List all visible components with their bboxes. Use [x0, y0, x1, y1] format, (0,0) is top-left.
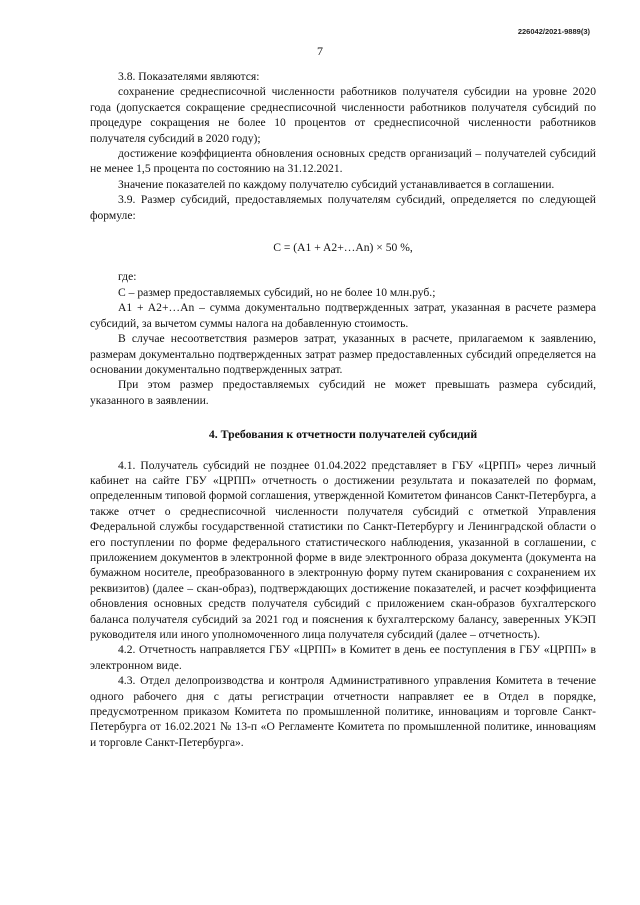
paragraph-4-3: 4.3. Отдел делопроизводства и контроля Административного управления Комитета в течение одного рабочего дня с даты регистрации отчетности направляет ее в Отдел в порядке, предусмотренном приказом Комитета по промышленной политике, инновациям и торговле Санкт-Петербурга от 16.02.2021 № 13-п «О Регламенте Комитета по промышленной политике, инновациям и торговле Санкт-Петербурга». — [90, 674, 596, 749]
definition-a: A1 + A2+…An – сумма документально подтвержденных затрат, указанная в расчете размера субсидий, за вычетом суммы налога на добавленную стоимость. — [90, 301, 596, 330]
paragraph-4-1: 4.1. Получатель субсидий не позднее 01.04.2022 представляет в ГБУ «ЦРПП» через личный кабинет на сайте ГБУ «ЦРПП» отчетность о достижении результата и показателей по формам, определенным типовой формой соглашения, утвержденной Комитетом финансов Санкт-Петербурга, а также отчет о среднесписочной численности получателя субсидий с отметкой Управления Федеральной службы государственной статистики по Санкт-Петербургу и Ленинградской области о его поступлении по форме федерального статистического наблюдения, указанной в соглашении, с приложением документов в электронной форме в виде электронного образа документа (документа на бумажном носителе, преобразованного в электронную форму путем сканирования с сохранением их реквизитов) (далее – скан-образ), подтверждающих достижение показателей, и расчет коэффициента обновления основных средств получателя субсидий с приложением скан-образов бухгалтерского баланса получателя субсидий за 2021 год и пояснения к бухгалтерскому балансу, заверенных УКЭП руководителя или иного уполномоченного лица получателя субсидий (далее – отчетность). — [90, 458, 596, 641]
paragraph-indicator-value: Значение показателей по каждому получателю субсидий устанавливается в соглашении. — [118, 177, 555, 191]
paragraph-indicator-assets: достижение коэффициента обновления основных средств организаций – получателей субсидий не менее 1,5 процента по состоянию на 31.12.2021. — [90, 147, 596, 176]
document-id: 226042/2021-9889(3) — [517, 27, 590, 36]
paragraph-indicator-employees: сохранение среднесписочной численности работников получателя субсидии на уровне 2020 года (допускается сокращение среднесписочной численности работников получателя субсидий по процедуре сокращения не более 10 процентов от среднесписочной численности работников получателя субсидий в 2020 году); — [90, 85, 596, 145]
definition-c: С – размер предоставляемых субсидий, но не более 10 млн.руб.; — [118, 285, 436, 299]
formula-where: где: — [118, 270, 137, 284]
paragraph-limit: При этом размер предоставляемых субсидий не может превышать размера субсидий, указанного в заявлении. — [90, 378, 596, 407]
section-4-heading: 4. Требования к отчетности получателей субсидий — [208, 427, 478, 442]
paragraph-mismatch: В случае несоответствия размеров затрат, указанных в расчете, прилагаемом к заявлению, размерам документально подтвержденных затрат размер предоставленных субсидий определяется на основании документально подтвержденных затрат. — [90, 332, 596, 376]
subsidy-formula: C = (A1 + A2+…An) × 50 %, — [273, 241, 413, 255]
paragraph-4-2: 4.2. Отчетность направляется ГБУ «ЦРПП» в Комитет в день ее поступления в ГБУ «ЦРПП» в электронном виде. — [90, 643, 596, 672]
page-number: 7 — [317, 44, 323, 58]
paragraph-3-9: 3.9. Размер субсидий, предоставляемых получателям субсидий, определяется по следующей формуле: — [90, 193, 596, 222]
paragraph-3-8: 3.8. Показателями являются: — [118, 70, 260, 83]
document-body — [90, 69, 596, 750]
